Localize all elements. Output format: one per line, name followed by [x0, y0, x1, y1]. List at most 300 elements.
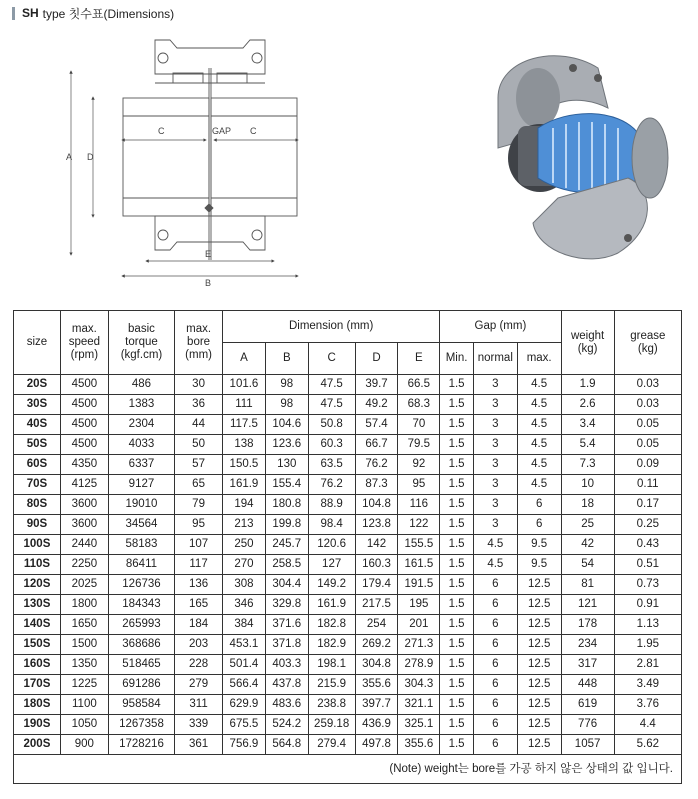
- header-dim-C: C: [308, 343, 355, 375]
- table-cell: 0.43: [614, 535, 681, 555]
- table-cell: 9127: [108, 475, 174, 495]
- table-cell: 4.5: [517, 435, 561, 455]
- table-cell: 4.4: [614, 715, 681, 735]
- size-cell: 20S: [14, 375, 61, 395]
- table-cell: 12.5: [517, 695, 561, 715]
- header-size: size: [14, 311, 61, 375]
- header-dim-B: B: [265, 343, 308, 375]
- table-cell: 1100: [60, 695, 108, 715]
- header-max-bore: max. bore (mm): [175, 311, 223, 375]
- table-cell: 25: [561, 515, 614, 535]
- section-header: [12, 5, 174, 21]
- size-cell: 50S: [14, 435, 61, 455]
- table-cell: 234: [561, 635, 614, 655]
- table-cell: 0.51: [614, 555, 681, 575]
- table-cell: 4350: [60, 455, 108, 475]
- table-cell: 47.5: [308, 375, 355, 395]
- table-cell: 201: [398, 615, 440, 635]
- dim-label-A: A: [66, 152, 73, 162]
- table-cell: 117.5: [223, 415, 266, 435]
- table-cell: 279: [175, 675, 223, 695]
- coupling-technical-drawing: [55, 28, 325, 290]
- table-cell: 50.8: [308, 415, 355, 435]
- table-cell: 0.17: [614, 495, 681, 515]
- table-cell: 675.5: [223, 715, 266, 735]
- header-title: type 칫수표(Dimensions): [42, 6, 175, 21]
- table-cell: 4.5: [517, 395, 561, 415]
- header-dimension: Dimension (mm): [223, 311, 440, 343]
- table-cell: 161.9: [223, 475, 266, 495]
- table-row: [14, 395, 682, 415]
- table-cell: 19010: [108, 495, 174, 515]
- table-cell: 98: [265, 375, 308, 395]
- table-cell: 101.6: [223, 375, 266, 395]
- table-cell: 371.8: [265, 635, 308, 655]
- table-row: [14, 455, 682, 475]
- table-cell: 1.5: [440, 715, 474, 735]
- table-cell: 49.2: [355, 395, 398, 415]
- table-cell: 371.6: [265, 615, 308, 635]
- table-row: [14, 535, 682, 555]
- table-cell: 6: [473, 675, 517, 695]
- header-accent-bar: [12, 7, 15, 20]
- table-cell: 191.5: [398, 575, 440, 595]
- table-cell: 3: [473, 375, 517, 395]
- table-cell: 1.5: [440, 415, 474, 435]
- table-cell: 1.5: [440, 655, 474, 675]
- top-cover-outline: [155, 40, 265, 74]
- table-cell: 123.6: [265, 435, 308, 455]
- size-cell: 100S: [14, 535, 61, 555]
- table-cell: 34564: [108, 515, 174, 535]
- table-cell: 165: [175, 595, 223, 615]
- table-cell: 279.4: [308, 735, 355, 755]
- table-cell: 92: [398, 455, 440, 475]
- table-cell: 104.6: [265, 415, 308, 435]
- bottom-cover-outline: [155, 216, 265, 250]
- table-cell: 0.25: [614, 515, 681, 535]
- table-cell: 4125: [60, 475, 108, 495]
- table-cell: 958584: [108, 695, 174, 715]
- table-cell: 1.5: [440, 475, 474, 495]
- table-cell: 1050: [60, 715, 108, 735]
- table-cell: 12.5: [517, 575, 561, 595]
- header-gap: Gap (mm): [440, 311, 561, 343]
- header-gap-normal: normal: [473, 343, 517, 375]
- table-cell: 0.03: [614, 375, 681, 395]
- table-cell: 3: [473, 515, 517, 535]
- table-cell: 149.2: [308, 575, 355, 595]
- table-cell: 2440: [60, 535, 108, 555]
- table-cell: 98: [265, 395, 308, 415]
- table-cell: 1.5: [440, 735, 474, 755]
- table-row: [14, 635, 682, 655]
- table-cell: 12.5: [517, 675, 561, 695]
- table-cell: 57.4: [355, 415, 398, 435]
- table-cell: 6: [473, 715, 517, 735]
- bottom-bolt-left: [158, 230, 168, 240]
- table-cell: 346: [223, 595, 266, 615]
- table-cell: 403.3: [265, 655, 308, 675]
- header-basic-torque: basic torque (kgf.cm): [108, 311, 174, 375]
- table-cell: 1.5: [440, 455, 474, 475]
- size-cell: 70S: [14, 475, 61, 495]
- table-cell: 66.5: [398, 375, 440, 395]
- table-cell: 161.5: [398, 555, 440, 575]
- table-cell: 4500: [60, 395, 108, 415]
- table-cell: 317: [561, 655, 614, 675]
- table-cell: 1225: [60, 675, 108, 695]
- table-cell: 79: [175, 495, 223, 515]
- table-cell: 12.5: [517, 615, 561, 635]
- table-cell: 0.09: [614, 455, 681, 475]
- table-cell: 4500: [60, 435, 108, 455]
- table-cell: 304.4: [265, 575, 308, 595]
- table-cell: 0.03: [614, 395, 681, 415]
- table-cell: 497.8: [355, 735, 398, 755]
- table-cell: 213: [223, 515, 266, 535]
- table-cell: 304.8: [355, 655, 398, 675]
- table-note: (Note) weight는 bore를 가공 하지 않은 상태의 값 입니다.: [14, 755, 682, 784]
- table-cell: 4.5: [517, 415, 561, 435]
- table-cell: 1.5: [440, 555, 474, 575]
- table-cell: 3.4: [561, 415, 614, 435]
- table-cell: 195: [398, 595, 440, 615]
- table-cell: 136: [175, 575, 223, 595]
- top-bolt-left: [158, 53, 168, 63]
- table-cell: 619: [561, 695, 614, 715]
- table-cell: 2.81: [614, 655, 681, 675]
- table-cell: 776: [561, 715, 614, 735]
- table-cell: 10: [561, 475, 614, 495]
- table-cell: 130: [265, 455, 308, 475]
- bottom-bolt-right: [252, 230, 262, 240]
- table-cell: 1.95: [614, 635, 681, 655]
- table-cell: 65: [175, 475, 223, 495]
- table-cell: 6: [517, 515, 561, 535]
- table-cell: 245.7: [265, 535, 308, 555]
- table-cell: 4.5: [517, 455, 561, 475]
- table-cell: 486: [108, 375, 174, 395]
- table-cell: 311: [175, 695, 223, 715]
- coupling-3d-illustration: [478, 38, 684, 266]
- size-cell: 90S: [14, 515, 61, 535]
- table-cell: 278.9: [398, 655, 440, 675]
- table-cell: 1.5: [440, 675, 474, 695]
- table-cell: 1.5: [440, 395, 474, 415]
- table-cell: 397.7: [355, 695, 398, 715]
- table-cell: 355.6: [398, 735, 440, 755]
- table-cell: 566.4: [223, 675, 266, 695]
- table-cell: 4033: [108, 435, 174, 455]
- table-cell: 4.5: [473, 535, 517, 555]
- dim-label-C-right: C: [250, 126, 257, 136]
- table-cell: 355.6: [355, 675, 398, 695]
- table-cell: 524.2: [265, 715, 308, 735]
- table-cell: 12.5: [517, 655, 561, 675]
- table-cell: 6: [473, 615, 517, 635]
- table-cell: 1728216: [108, 735, 174, 755]
- table-cell: 501.4: [223, 655, 266, 675]
- table-cell: 254: [355, 615, 398, 635]
- dim-label-C-left: C: [158, 126, 165, 136]
- table-cell: 259.18: [308, 715, 355, 735]
- table-row: [14, 695, 682, 715]
- size-cell: 80S: [14, 495, 61, 515]
- table-row: [14, 515, 682, 535]
- table-cell: 3600: [60, 495, 108, 515]
- table-cell: 127: [308, 555, 355, 575]
- table-cell: 12.5: [517, 735, 561, 755]
- dim-label-B: B: [205, 278, 212, 288]
- table-cell: 258.5: [265, 555, 308, 575]
- table-cell: 12.5: [517, 715, 561, 735]
- table-cell: 6: [473, 595, 517, 615]
- table-row: [14, 375, 682, 395]
- table-row: [14, 575, 682, 595]
- table-cell: 483.6: [265, 695, 308, 715]
- table-cell: 308: [223, 575, 266, 595]
- table-cell: 0.91: [614, 595, 681, 615]
- table-cell: 36: [175, 395, 223, 415]
- table-cell: 6: [473, 655, 517, 675]
- table-cell: 182.8: [308, 615, 355, 635]
- table-cell: 76.2: [308, 475, 355, 495]
- table-cell: 98.4: [308, 515, 355, 535]
- table-cell: 70: [398, 415, 440, 435]
- table-row: [14, 615, 682, 635]
- size-cell: 120S: [14, 575, 61, 595]
- table-cell: 123.8: [355, 515, 398, 535]
- header-dim-D: D: [355, 343, 398, 375]
- table-cell: 6: [517, 495, 561, 515]
- table-cell: 6: [473, 735, 517, 755]
- table-cell: 265993: [108, 615, 174, 635]
- table-cell: 3.49: [614, 675, 681, 695]
- table-cell: 184343: [108, 595, 174, 615]
- table-cell: 0.05: [614, 435, 681, 455]
- size-cell: 200S: [14, 735, 61, 755]
- table-cell: 1.5: [440, 375, 474, 395]
- table-cell: 42: [561, 535, 614, 555]
- top-bolt-right: [252, 53, 262, 63]
- table-cell: 4500: [60, 375, 108, 395]
- table-cell: 138: [223, 435, 266, 455]
- table-cell: 2025: [60, 575, 108, 595]
- table-cell: 150.5: [223, 455, 266, 475]
- table-cell: 81: [561, 575, 614, 595]
- table-cell: 6337: [108, 455, 174, 475]
- dim-label-gap: GAP: [212, 126, 232, 136]
- table-cell: 142: [355, 535, 398, 555]
- table-cell: 66.7: [355, 435, 398, 455]
- table-cell: 6: [473, 635, 517, 655]
- dimensions-table: [13, 310, 682, 784]
- table-cell: 329.8: [265, 595, 308, 615]
- table-cell: 2250: [60, 555, 108, 575]
- table-cell: 384: [223, 615, 266, 635]
- table-cell: 217.5: [355, 595, 398, 615]
- size-cell: 180S: [14, 695, 61, 715]
- table-cell: 1.5: [440, 635, 474, 655]
- size-cell: 110S: [14, 555, 61, 575]
- size-cell: 60S: [14, 455, 61, 475]
- table-cell: 3.76: [614, 695, 681, 715]
- table-cell: 1500: [60, 635, 108, 655]
- table-cell: 3: [473, 435, 517, 455]
- table-cell: 178: [561, 615, 614, 635]
- table-cell: 1.5: [440, 495, 474, 515]
- header-gap-min: Min.: [440, 343, 474, 375]
- table-cell: 339: [175, 715, 223, 735]
- table-cell: 4500: [60, 415, 108, 435]
- table-cell: 1057: [561, 735, 614, 755]
- table-cell: 116: [398, 495, 440, 515]
- table-cell: 250: [223, 535, 266, 555]
- table-cell: 269.2: [355, 635, 398, 655]
- table-body: [14, 375, 682, 755]
- table-cell: 448: [561, 675, 614, 695]
- table-cell: 6: [473, 695, 517, 715]
- table-cell: 5.4: [561, 435, 614, 455]
- size-cell: 190S: [14, 715, 61, 735]
- table-cell: 1267358: [108, 715, 174, 735]
- table-cell: 1.5: [440, 535, 474, 555]
- table-cell: 1650: [60, 615, 108, 635]
- table-cell: 63.5: [308, 455, 355, 475]
- header-max-speed: max. speed (rpm): [60, 311, 108, 375]
- table-cell: 39.7: [355, 375, 398, 395]
- table-cell: 95: [398, 475, 440, 495]
- table-cell: 518465: [108, 655, 174, 675]
- table-cell: 111: [223, 395, 266, 415]
- header-dim-A: A: [223, 343, 266, 375]
- table-cell: 194: [223, 495, 266, 515]
- table-cell: 368686: [108, 635, 174, 655]
- table-cell: 79.5: [398, 435, 440, 455]
- header-dim-E: E: [398, 343, 440, 375]
- table-cell: 0.73: [614, 575, 681, 595]
- table-row: [14, 595, 682, 615]
- table-cell: 155.4: [265, 475, 308, 495]
- table-cell: 76.2: [355, 455, 398, 475]
- dim-label-D: D: [87, 152, 94, 162]
- table-cell: 1.5: [440, 615, 474, 635]
- table-cell: 270: [223, 555, 266, 575]
- table-cell: 58183: [108, 535, 174, 555]
- table-cell: 564.8: [265, 735, 308, 755]
- table-row: [14, 555, 682, 575]
- table-cell: 9.5: [517, 555, 561, 575]
- table-cell: 68.3: [398, 395, 440, 415]
- table-cell: 12.5: [517, 635, 561, 655]
- table-cell: 180.8: [265, 495, 308, 515]
- table-cell: 1.5: [440, 695, 474, 715]
- size-cell: 170S: [14, 675, 61, 695]
- table-cell: 117: [175, 555, 223, 575]
- table-row: [14, 495, 682, 515]
- table-cell: 54: [561, 555, 614, 575]
- table-cell: 4.5: [517, 475, 561, 495]
- table-cell: 161.9: [308, 595, 355, 615]
- table-row: [14, 415, 682, 435]
- table-cell: 47.5: [308, 395, 355, 415]
- table-cell: 1.5: [440, 595, 474, 615]
- table-cell: 184: [175, 615, 223, 635]
- table-cell: 199.8: [265, 515, 308, 535]
- table-cell: 691286: [108, 675, 174, 695]
- table-cell: 1800: [60, 595, 108, 615]
- table-cell: 50: [175, 435, 223, 455]
- table-cell: 1.5: [440, 575, 474, 595]
- table-cell: 0.11: [614, 475, 681, 495]
- table-cell: 2304: [108, 415, 174, 435]
- header-gap-max: max.: [517, 343, 561, 375]
- table-row: [14, 715, 682, 735]
- table-cell: 2.6: [561, 395, 614, 415]
- table-cell: 120.6: [308, 535, 355, 555]
- table-cell: 155.5: [398, 535, 440, 555]
- size-cell: 150S: [14, 635, 61, 655]
- table-cell: 321.1: [398, 695, 440, 715]
- table-cell: 1350: [60, 655, 108, 675]
- table-cell: 57: [175, 455, 223, 475]
- table-cell: 198.1: [308, 655, 355, 675]
- table-cell: 107: [175, 535, 223, 555]
- table-cell: 3: [473, 455, 517, 475]
- table-cell: 60.3: [308, 435, 355, 455]
- size-cell: 40S: [14, 415, 61, 435]
- table-cell: 453.1: [223, 635, 266, 655]
- table-cell: 1.13: [614, 615, 681, 635]
- table-cell: 7.3: [561, 455, 614, 475]
- table-cell: 87.3: [355, 475, 398, 495]
- table-cell: 4.5: [473, 555, 517, 575]
- table-cell: 756.9: [223, 735, 266, 755]
- table-cell: 437.8: [265, 675, 308, 695]
- table-cell: 203: [175, 635, 223, 655]
- table-cell: 1.5: [440, 515, 474, 535]
- dim-label-E: E: [205, 249, 212, 259]
- table-cell: 1.5: [440, 435, 474, 455]
- table-cell: 3600: [60, 515, 108, 535]
- table-cell: 88.9: [308, 495, 355, 515]
- table-cell: 5.62: [614, 735, 681, 755]
- table-cell: 18: [561, 495, 614, 515]
- table-cell: 271.3: [398, 635, 440, 655]
- table-cell: 104.8: [355, 495, 398, 515]
- table-cell: 44: [175, 415, 223, 435]
- size-cell: 140S: [14, 615, 61, 635]
- table-cell: 126736: [108, 575, 174, 595]
- table-cell: 436.9: [355, 715, 398, 735]
- table-row: [14, 435, 682, 455]
- header-type-code: SH: [22, 6, 39, 20]
- table-cell: 0.05: [614, 415, 681, 435]
- size-cell: 160S: [14, 655, 61, 675]
- table-cell: 121: [561, 595, 614, 615]
- table-cell: 179.4: [355, 575, 398, 595]
- table-row: [14, 675, 682, 695]
- table-cell: 122: [398, 515, 440, 535]
- table-row: [14, 655, 682, 675]
- table-row: [14, 735, 682, 755]
- table-cell: 95: [175, 515, 223, 535]
- table-cell: 3: [473, 395, 517, 415]
- table-cell: 86411: [108, 555, 174, 575]
- table-cell: 238.8: [308, 695, 355, 715]
- header-weight: weight (kg): [561, 311, 614, 375]
